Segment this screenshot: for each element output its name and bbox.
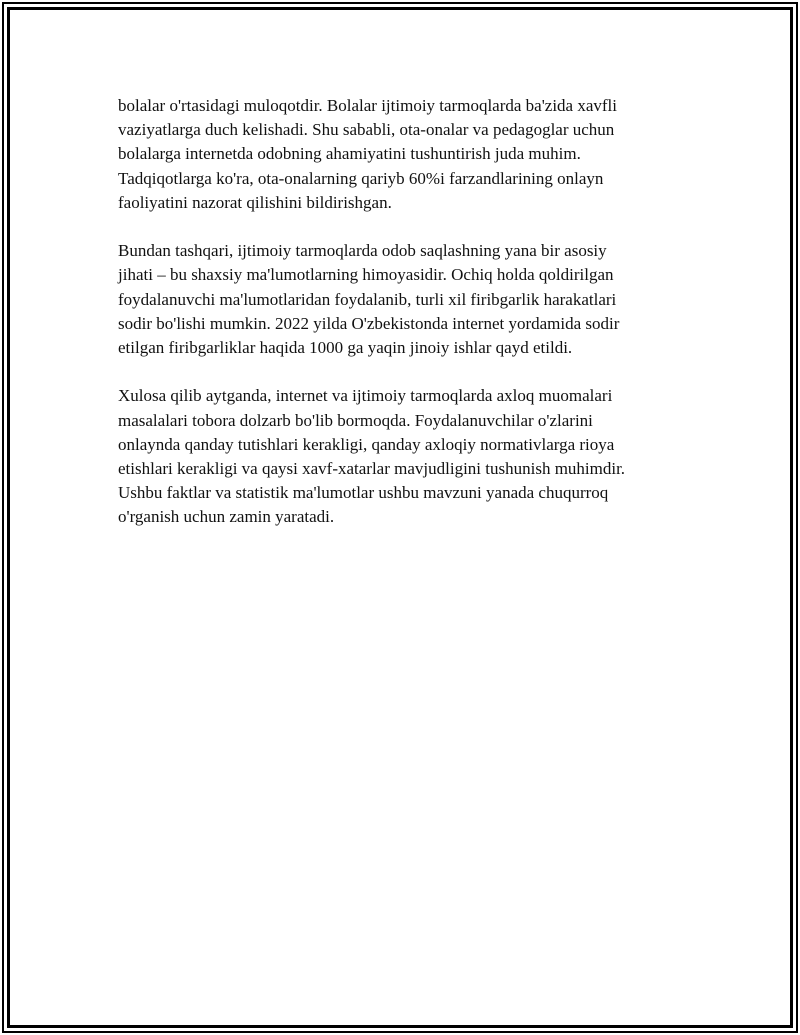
text-line: onlaynda qanday tutishlari kerakligi, qanday axloqiy normativlarga rioya — [118, 434, 615, 454]
text-line: bolalarga internetda odobning ahamiyatini tushuntirish juda muhim. — [118, 144, 581, 164]
text-line: o'rganish uchun zamin yaratadi. — [118, 507, 335, 527]
text-line: jihati – bu shaxsiy ma'lumotlarning himoyasidir. Ochiq holda qoldirilgan — [118, 265, 614, 285]
text-line: etilgan firibgarliklar haqida 1000 ga yaqin jinoiy ishlar qayd etildi. — [118, 338, 573, 358]
document-body — [118, 94, 678, 554]
paragraph-3 — [118, 384, 678, 529]
text-line: faoliyatini nazorat qilishini bildirishgan. — [118, 192, 392, 212]
text-line: masalalari tobora dolzarb bo'lib bormoqda. Foydalanuvchilar o'zlarini — [118, 410, 593, 430]
text-line: sodir bo'lishi mumkin. 2022 yilda O'zbekistonda internet yordamida sodir — [118, 313, 620, 333]
text-line: Ushbu faktlar va statistik ma'lumotlar ushbu mavzuni yanada chuqurroq — [118, 483, 609, 503]
paragraph-1 — [118, 94, 678, 215]
paragraph-2 — [118, 239, 678, 360]
text-line: Xulosa qilib aytganda, internet va ijtimoiy tarmoqlarda axloq muomalari — [118, 386, 613, 406]
text-line: bolalar o'rtasidagi muloqotdir. Bolalar ijtimoiy tarmoqlarda ba'zida xavfli — [118, 96, 617, 115]
text-line: foydalanuvchi ma'lumotlaridan foydalanib, turli xil firibgarlik harakatlari — [118, 289, 617, 309]
text-line: Bundan tashqari, ijtimoiy tarmoqlarda odob saqlashning yana bir asosiy — [118, 241, 607, 261]
text-line: Tadqiqotlarga ko'ra, ota-onalarning qariyb 60%i farzandlarining onlayn — [118, 168, 604, 188]
text-line: vaziyatlarga duch kelishadi. Shu sababli, ota-onalar va pedagoglar uchun — [118, 120, 615, 140]
text-line: etishlari kerakligi va qaysi xavf-xatarlar mavjudligini tushunish muhimdir. — [118, 459, 626, 479]
